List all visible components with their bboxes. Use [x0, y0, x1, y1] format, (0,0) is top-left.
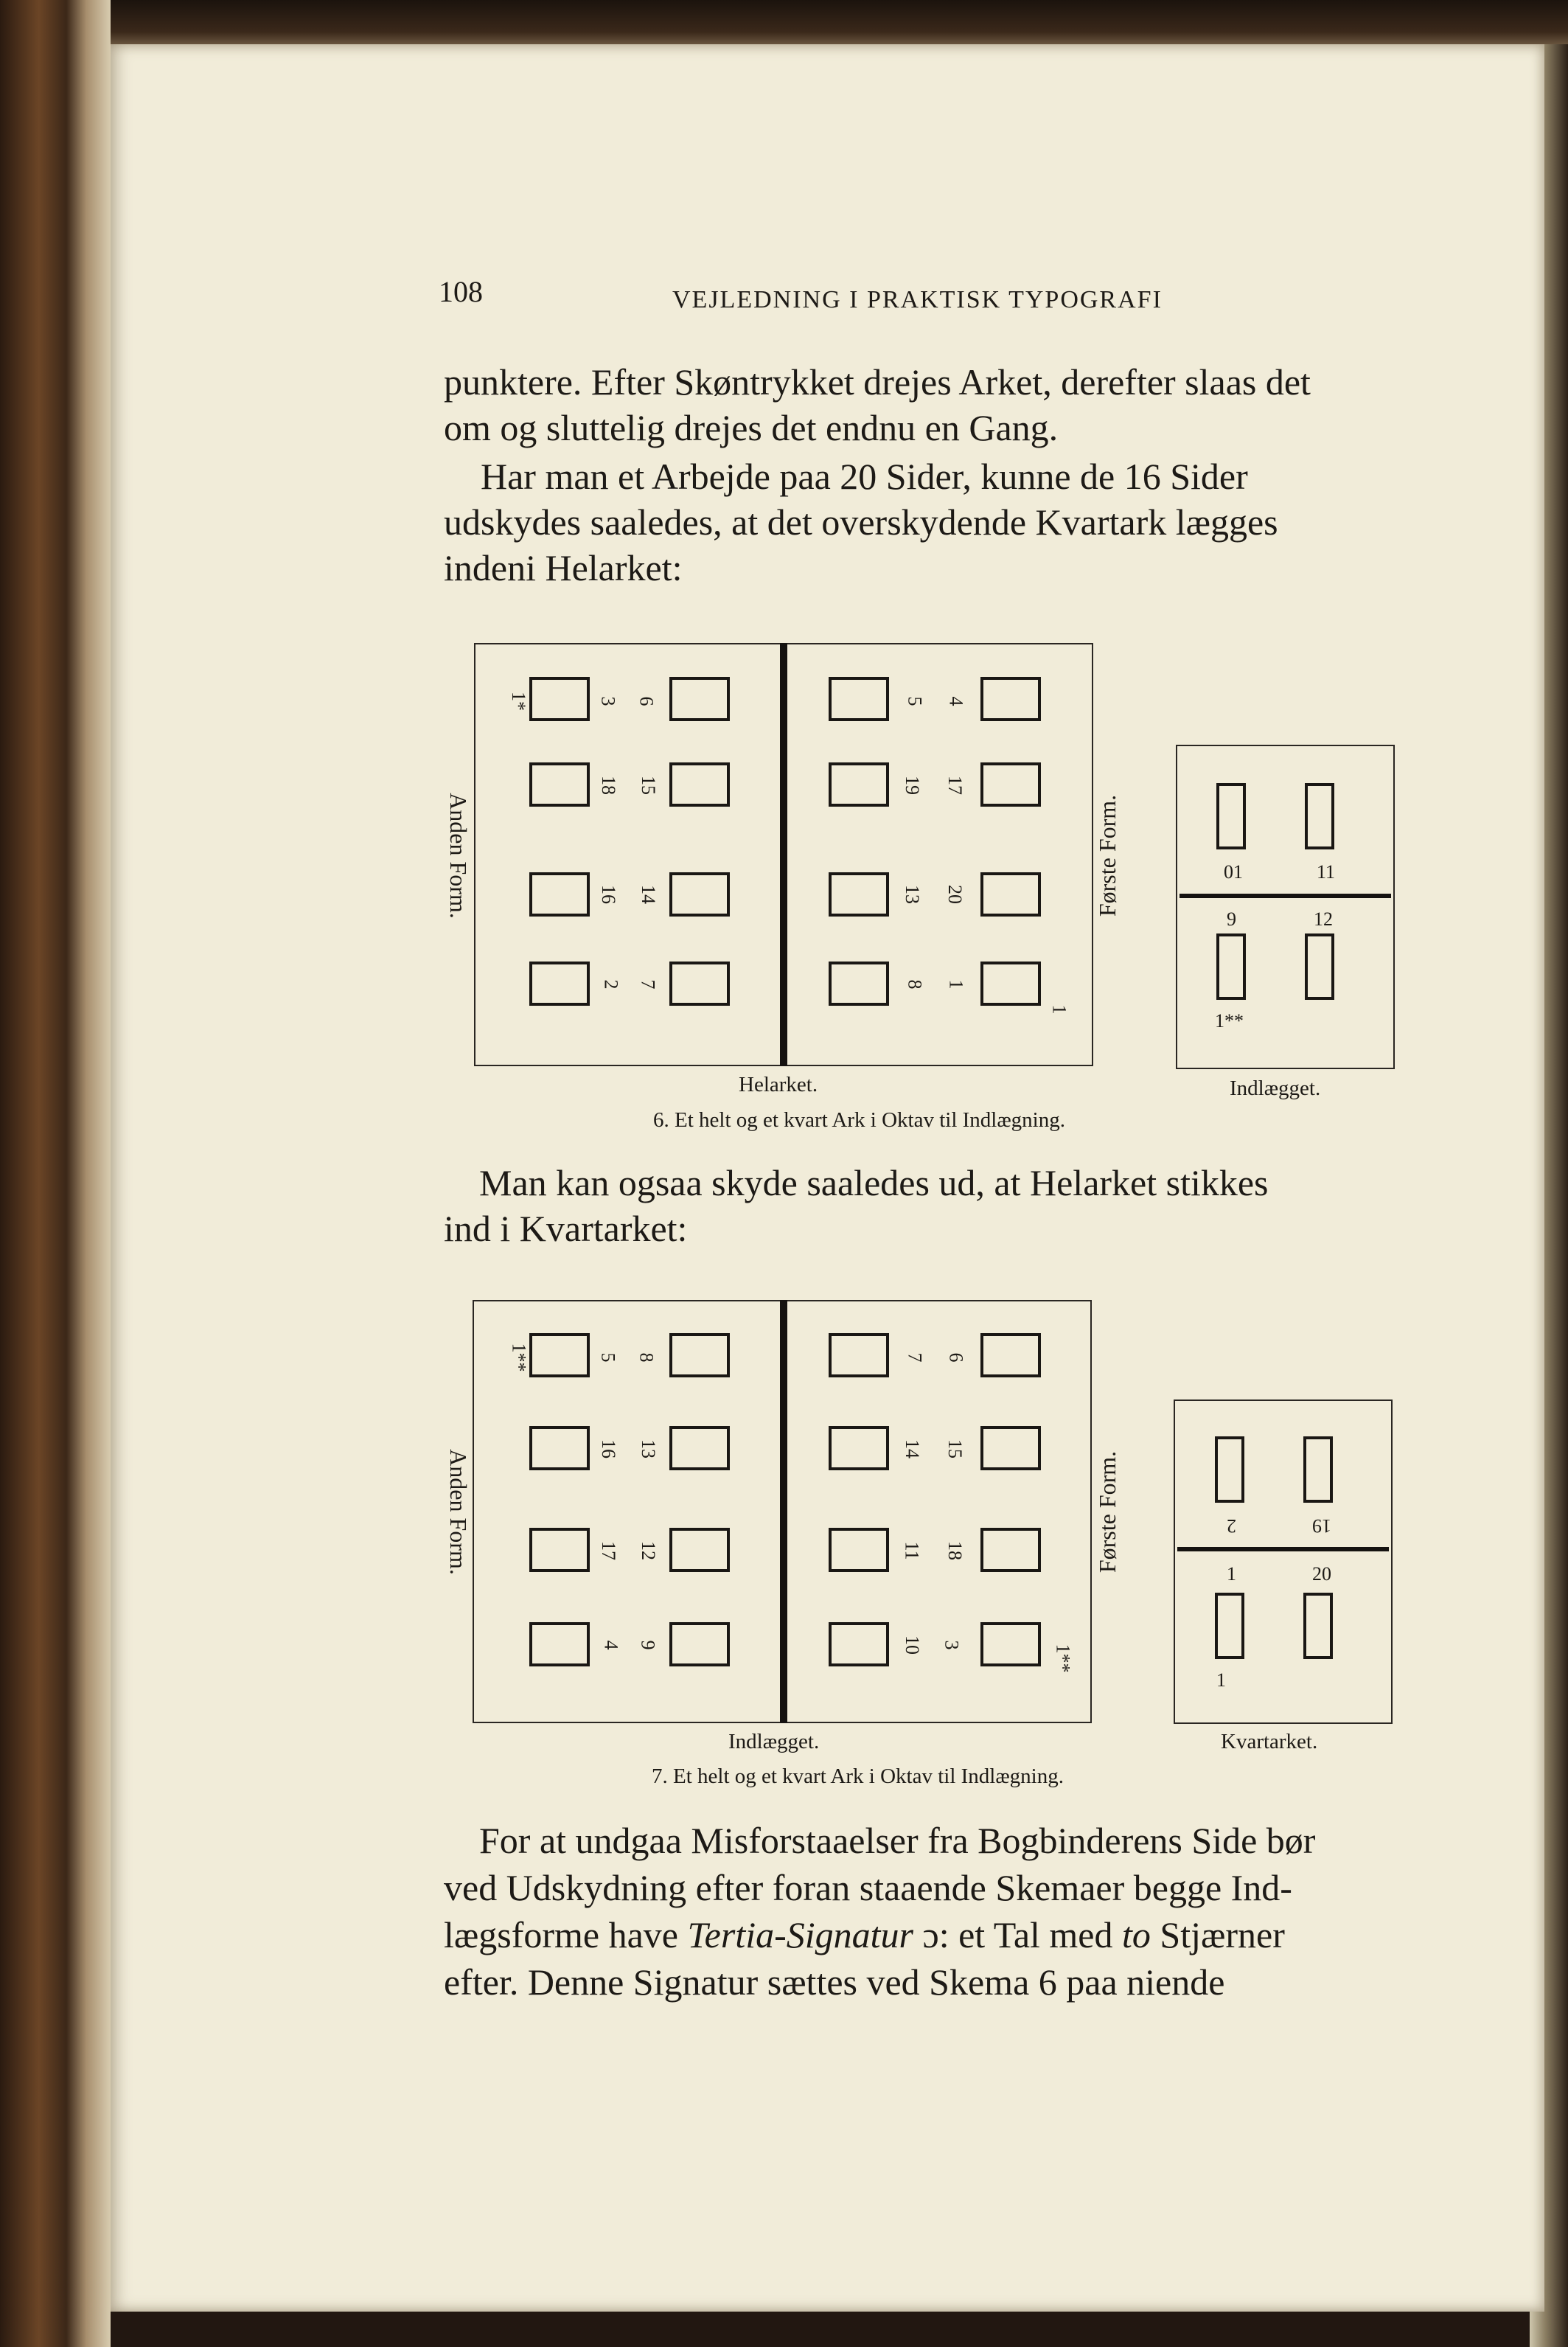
page-number-label: 2: [600, 979, 622, 990]
page-number-label: 7: [637, 979, 659, 990]
text-run: Stjærner: [1160, 1914, 1285, 1955]
page-number-label: 1*: [508, 692, 529, 711]
page-box: [1305, 783, 1334, 849]
page-number-label: 13: [902, 885, 923, 904]
page-number-label: 12: [1314, 908, 1333, 930]
page-box: [1305, 933, 1334, 1000]
insert-fold-bar: [1177, 1547, 1389, 1551]
signature-mark: 1**: [1052, 1644, 1074, 1673]
page-box: [980, 677, 1041, 721]
page-number-label: 17: [944, 776, 966, 795]
page-number-label: 9: [1227, 908, 1236, 930]
page-number-label: 19: [1312, 1515, 1331, 1537]
page-number-label: 1: [945, 979, 967, 990]
book-binding-edge: [0, 0, 111, 2347]
page-box: [1215, 1593, 1244, 1659]
page-number-label: 18: [598, 776, 619, 795]
page-number-label: 20: [1312, 1563, 1331, 1585]
page-number-label: 15: [638, 776, 659, 795]
page-number-label: 11: [1317, 861, 1336, 883]
page-number-label: 3: [597, 696, 619, 706]
page-number-label: 19: [902, 776, 923, 795]
page-number-label: 17: [598, 1541, 619, 1560]
text-run-italic: Tertia-Signatur: [687, 1914, 914, 1955]
body-line: For at undgaa Misforstaaelser fra Bogbinderens Side bør: [479, 1820, 1316, 1861]
imposition-frame-indlægget: [1176, 745, 1395, 1069]
body-line: Har man et Arbejde paa 20 Sider, kunne de 16 Sider: [481, 456, 1248, 497]
page-number-label: 14: [638, 885, 659, 904]
signature-mark: 1**: [1215, 1010, 1244, 1032]
page-number-label: 8: [904, 979, 926, 990]
page-box: [529, 1622, 590, 1666]
body-line: punktere. Efter Skøntrykket drejes Arket, derefter slaas det: [444, 361, 1311, 403]
page-number-label: 2: [1227, 1515, 1236, 1537]
page-box: [980, 1528, 1041, 1572]
text-run: lægsforme have: [444, 1914, 678, 1955]
body-line: Man kan ogsaa skyde saaledes ud, at Helarket stikkes: [479, 1162, 1269, 1203]
side-label-forste-form: Første Form.: [1094, 794, 1121, 917]
figure-label-kvartarket: Kvartarket.: [1221, 1730, 1318, 1753]
page-number-label: 1**: [508, 1343, 530, 1372]
page-box: [529, 677, 590, 721]
page-box: [980, 762, 1041, 807]
insert-fold-bar: [1180, 894, 1391, 898]
page-box: [529, 1426, 590, 1470]
page-box: [669, 1426, 730, 1470]
page-number-label: 3: [941, 1640, 963, 1650]
body-line: ind i Kvartarket:: [444, 1208, 688, 1249]
page-box: [669, 1622, 730, 1666]
signature-mark: 1: [1216, 1669, 1226, 1691]
page-number-label: 11: [901, 1541, 923, 1560]
page-box: [829, 1333, 889, 1377]
page-number-label: 1: [1227, 1563, 1236, 1585]
page-number-label: 8: [635, 1352, 658, 1363]
figure-caption: 6. Et helt og et kvart Ark i Oktav til Indlægning.: [653, 1108, 1065, 1132]
center-gutter-bar: [780, 643, 787, 1066]
page-box: [1303, 1436, 1333, 1503]
page-box: [980, 1333, 1041, 1377]
imposition-frame-kvartarket: [1174, 1399, 1393, 1724]
page-number-label: 4: [600, 1640, 622, 1650]
page-box: [529, 1333, 590, 1377]
page-number-label: 5: [904, 696, 926, 706]
page-box: [1216, 783, 1246, 849]
page-box: [829, 1426, 889, 1470]
center-gutter-bar: [780, 1300, 787, 1723]
page-box: [529, 962, 590, 1006]
page-number-label: 18: [944, 1541, 966, 1560]
page-box: [980, 962, 1041, 1006]
page-number-label: 20: [944, 885, 966, 904]
body-line: om og sluttelig drejes det endnu en Gang.: [444, 407, 1059, 448]
page-number: 108: [439, 275, 483, 308]
page-number-label: 1: [1048, 1004, 1070, 1015]
page-number-label: 13: [638, 1439, 659, 1458]
page-box: [829, 1622, 889, 1666]
body-line: udskydes saaledes, at det overskydende Kvartark lægges: [444, 501, 1278, 543]
figure-label-indlægget: Indlægget.: [1230, 1077, 1321, 1100]
page-number-label: 15: [944, 1439, 966, 1458]
body-line: [444, 1911, 1285, 1958]
page-number-label: 9: [637, 1640, 659, 1650]
page-box: [829, 762, 889, 807]
side-label-forste-form: Første Form.: [1094, 1450, 1121, 1574]
page-box: [829, 677, 889, 721]
page-box: [980, 1622, 1041, 1666]
page-box: [1216, 933, 1246, 1000]
page-box: [980, 872, 1041, 917]
body-line: ved Udskydning efter foran staaende Skemaer begge Ind-: [444, 1867, 1292, 1908]
page-number-label: 14: [902, 1439, 923, 1458]
figure-label-indlægget: Indlægget.: [728, 1730, 820, 1753]
page-number-label: 16: [598, 1439, 619, 1458]
page-box: [529, 762, 590, 807]
page-box: [669, 677, 730, 721]
page-number-label: 6: [945, 1352, 967, 1363]
page-box: [829, 872, 889, 917]
page-box: [829, 1528, 889, 1572]
page-box: [669, 872, 730, 917]
page-box: [980, 1426, 1041, 1470]
body-line: indeni Helarket:: [444, 547, 683, 588]
page-box: [529, 1528, 590, 1572]
page-number-label: 6: [635, 696, 658, 706]
book-top-edge: [0, 0, 1568, 46]
text-run-italic: to: [1122, 1914, 1151, 1955]
body-line: efter. Denne Signatur sættes ved Skema 6 paa niende: [444, 1961, 1225, 2003]
page-box: [669, 1528, 730, 1572]
page-number-label: 01: [1224, 861, 1243, 883]
page-box: [669, 962, 730, 1006]
text-run: ɔ: et Tal med: [922, 1914, 1113, 1955]
side-label-anden-form: Anden Form.: [445, 1449, 472, 1575]
page-number-label: 12: [638, 1541, 659, 1560]
page-number-label: 10: [902, 1635, 923, 1655]
page-box: [829, 962, 889, 1006]
page-box: [669, 762, 730, 807]
page-box: [669, 1333, 730, 1377]
figure-caption: 7. Et helt og et kvart Ark i Oktav til Indlægning.: [652, 1764, 1064, 1788]
page-number-label: 7: [904, 1352, 926, 1363]
page-box: [529, 872, 590, 917]
running-title: VEJLEDNING I PRAKTISK TYPOGRAFI: [672, 286, 1163, 313]
page-box: [1303, 1593, 1333, 1659]
side-label-anden-form: Anden Form.: [445, 793, 472, 919]
figure-label-helarket: Helarket.: [739, 1073, 818, 1096]
page-number-label: 16: [598, 885, 619, 904]
page-box: [1215, 1436, 1244, 1503]
page-number-label: 4: [945, 696, 967, 706]
page-number-label: 5: [597, 1352, 619, 1363]
